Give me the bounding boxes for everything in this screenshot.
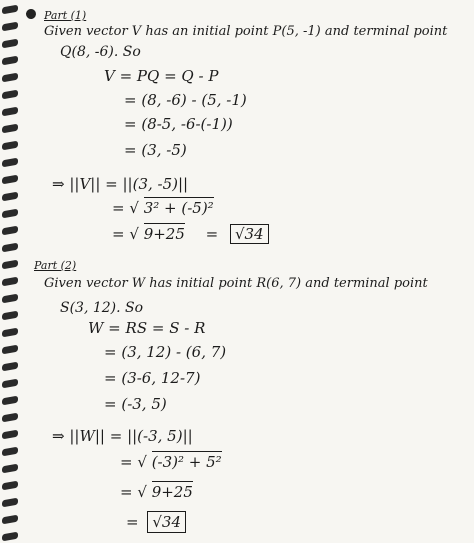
part1-norm-line2-radicand: 3² + (-5)² bbox=[143, 199, 214, 217]
spiral-hole bbox=[2, 498, 18, 508]
spiral-hole bbox=[2, 294, 18, 304]
part1-norm-line3-prefix: = √ bbox=[112, 225, 139, 243]
spiral-hole bbox=[2, 22, 18, 32]
part2-w-line3: = (3-6, 12-7) bbox=[104, 369, 201, 387]
part2-intro-line1: Given vector W has initial point R(6, 7) and terminal point bbox=[44, 276, 428, 291]
spiral-binding bbox=[0, 0, 20, 543]
spiral-hole bbox=[2, 107, 18, 117]
spiral-hole bbox=[2, 396, 18, 406]
part2-answer-prefix: = bbox=[126, 513, 139, 531]
part1-intro-line2: Q(8, -6). So bbox=[60, 44, 141, 60]
part1-norm-line2 bbox=[112, 200, 214, 216]
spiral-hole bbox=[2, 56, 18, 66]
spiral-hole bbox=[2, 311, 18, 321]
part1-v-line1: V = PQ = Q - P bbox=[104, 67, 219, 85]
spiral-hole bbox=[2, 175, 18, 185]
spiral-hole bbox=[2, 90, 18, 100]
part2-norm-line3 bbox=[120, 484, 193, 500]
part2-w-line1: W = RS = S - R bbox=[88, 319, 206, 337]
part2-norm-line2-radicand: (-3)² + 5² bbox=[151, 453, 222, 471]
part1-v-line4: = (3, -5) bbox=[124, 141, 187, 159]
part1-intro-line1: Given vector V has an initial point P(5, -1) and terminal point bbox=[44, 24, 448, 39]
part2-norm-line2 bbox=[120, 454, 222, 470]
spiral-hole bbox=[2, 192, 18, 202]
spiral-hole bbox=[2, 532, 18, 542]
part2-answer-box: √34 bbox=[147, 511, 186, 533]
spiral-hole bbox=[2, 141, 18, 151]
spiral-hole bbox=[2, 430, 18, 440]
spiral-hole bbox=[2, 447, 18, 457]
spiral-hole bbox=[2, 260, 18, 270]
spiral-hole bbox=[2, 124, 18, 134]
part2-w-line4: = (-3, 5) bbox=[104, 395, 167, 413]
part2-norm-line1: ⇒ ||W|| = ||(-3, 5)|| bbox=[52, 427, 193, 445]
part2-norm-line3-prefix: = √ bbox=[120, 483, 147, 501]
part1-v-line3: = (8-5, -6-(-1)) bbox=[124, 115, 233, 133]
spiral-hole bbox=[2, 515, 18, 525]
spiral-hole bbox=[2, 481, 18, 491]
spiral-hole bbox=[2, 413, 18, 423]
part2-norm-line2-prefix: = √ bbox=[120, 453, 147, 471]
spiral-hole bbox=[2, 39, 18, 49]
part1-norm-line3-equals: = bbox=[205, 225, 219, 243]
part2-intro-line2: S(3, 12). So bbox=[60, 300, 144, 316]
part1-norm-line3 bbox=[112, 226, 218, 242]
spiral-hole bbox=[2, 5, 18, 15]
part1-v-line2: = (8, -6) - (5, -1) bbox=[124, 91, 247, 109]
spiral-hole bbox=[2, 226, 18, 236]
ink-blot bbox=[24, 7, 38, 21]
spiral-hole bbox=[2, 277, 18, 287]
part1-answer-box: √34 bbox=[230, 224, 269, 244]
part1-norm-line2-prefix: = √ bbox=[112, 199, 139, 217]
spiral-hole bbox=[2, 209, 18, 219]
part2-norm-line3-radicand: 9+25 bbox=[151, 483, 193, 501]
part2-heading: Part (2) bbox=[34, 259, 77, 272]
part1-norm-line3-radicand: 9+25 bbox=[143, 225, 185, 243]
part2-w-line2: = (3, 12) - (6, 7) bbox=[104, 343, 227, 361]
spiral-hole bbox=[2, 362, 18, 372]
part2-answer-line bbox=[126, 514, 186, 530]
spiral-hole bbox=[2, 243, 18, 253]
spiral-hole bbox=[2, 345, 18, 355]
part1-heading: Part (1) bbox=[44, 9, 87, 22]
spiral-hole bbox=[2, 379, 18, 389]
part1-norm-line1: ⇒ ||V|| = ||(3, -5)|| bbox=[52, 175, 189, 193]
spiral-hole bbox=[2, 328, 18, 338]
spiral-hole bbox=[2, 464, 18, 474]
spiral-hole bbox=[2, 158, 18, 168]
spiral-hole bbox=[2, 73, 18, 83]
